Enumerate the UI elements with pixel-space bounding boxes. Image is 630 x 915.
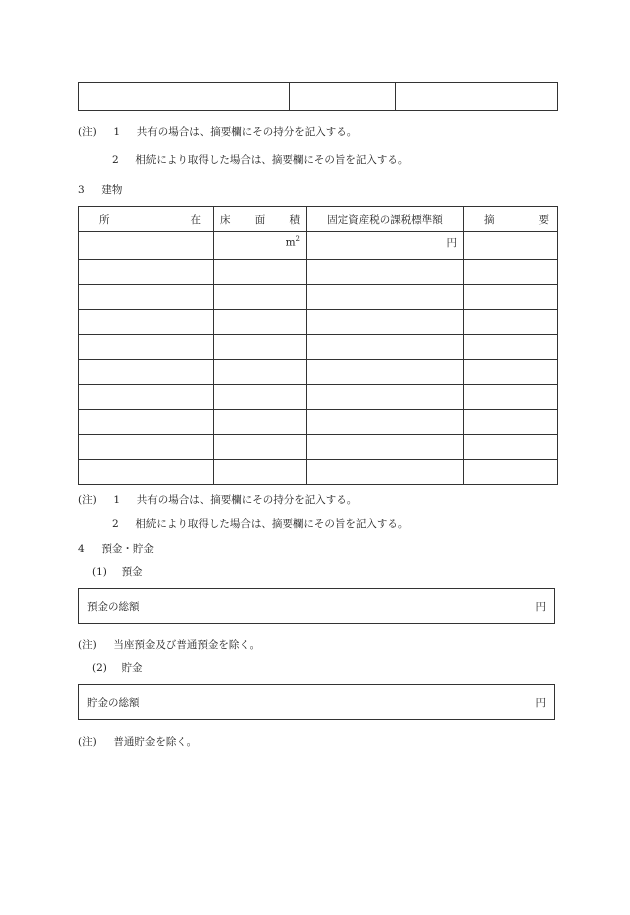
note-number: 2 [112,518,119,530]
header-remarks: 摘 要 [464,207,558,232]
table-row [79,232,558,260]
subheading-deposit [92,564,143,579]
note-text: 相続により取得した場合は、摘要欄にその旨を記入する。 [135,154,409,166]
note-label: (注) [78,126,97,138]
table-cell [290,83,396,111]
section-number: 3 [78,184,85,196]
note-line-savings [78,734,197,749]
note-line-2 [112,516,408,531]
note-text: 共有の場合は、摘要欄にその持分を記入する。 [136,126,358,138]
table-row [79,360,558,385]
note-label: (注) [78,494,97,506]
table-header-row [79,207,558,232]
yen-unit: 円 [535,696,546,709]
note-text: 相続により取得した場合は、摘要欄にその旨を記入する。 [135,518,409,530]
savings-total-label: 貯金の総額 [87,696,140,709]
note-text: 共有の場合は、摘要欄にその持分を記入する。 [136,494,358,506]
yen-unit: 円 [307,232,464,260]
table-row [79,260,558,285]
subheading-number: (2) [92,662,107,674]
header-tax-value: 固定資産税の課税標準額 [307,207,464,232]
table-cell [396,83,558,111]
section-heading-deposits [78,541,154,556]
savings-total-box [78,684,555,720]
deposit-total-label: 預金の総額 [87,600,140,613]
header-location: 所 在 [79,207,214,232]
table-cell [79,83,290,111]
section-heading-buildings [78,182,122,197]
land-table-remnant [78,82,558,111]
note-label: (注) [78,639,97,651]
note-line-1 [78,124,357,139]
deposit-total-box [78,588,555,624]
buildings-table [78,206,558,485]
note-text: 当座預金及び普通預金を除く。 [113,639,261,651]
table-row [79,335,558,360]
note-label: (注) [78,736,97,748]
note-number: 1 [113,494,121,506]
subheading-savings [92,660,143,675]
note-line-deposit [78,637,260,652]
note-text: 普通貯金を除く。 [113,736,198,748]
table-row [79,310,558,335]
subheading-title: 預金 [121,566,143,578]
section-number: 4 [78,543,85,555]
table-row [79,385,558,410]
table-row [79,410,558,435]
table-cell [79,232,214,260]
table-row [79,285,558,310]
subheading-title: 貯金 [121,662,143,674]
header-floor-area: 床 面 積 [214,207,307,232]
note-line-2 [112,152,408,167]
table-row [79,460,558,485]
note-number: 1 [113,126,121,138]
note-line-1 [78,492,357,507]
floor-area-unit: $m^2$ [214,232,307,260]
table-cell [464,232,558,260]
yen-unit: 円 [535,600,546,613]
note-number: 2 [112,154,119,166]
section-title: 建物 [101,184,123,196]
subheading-number: (1) [92,566,107,578]
section-title: 預金・貯金 [101,543,154,555]
table-row [79,435,558,460]
